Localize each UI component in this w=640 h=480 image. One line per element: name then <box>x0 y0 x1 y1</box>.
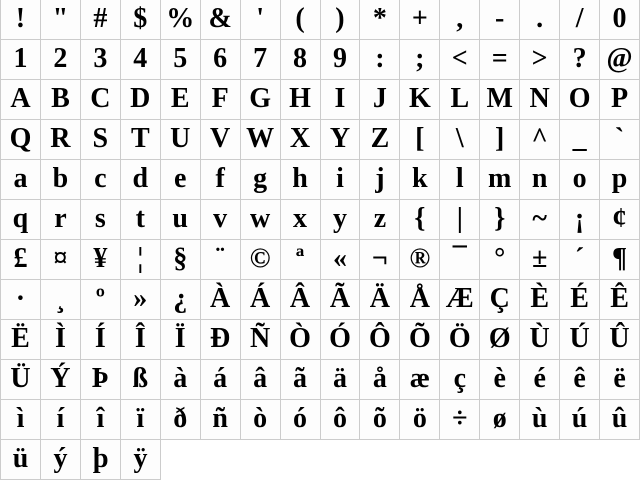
glyph-row <box>1 240 640 280</box>
glyph-cell[interactable]: 2 <box>41 40 81 80</box>
glyph-cell[interactable]: ¿ <box>161 280 201 320</box>
glyph-cell[interactable]: S <box>81 120 121 160</box>
glyph-cell[interactable]: f <box>201 160 241 200</box>
glyph-cell[interactable]: E <box>161 80 201 120</box>
glyph-cell[interactable]: í <box>41 400 81 440</box>
glyph-cell[interactable]: F <box>201 80 241 120</box>
glyph-cell[interactable]: e <box>161 160 201 200</box>
glyph-cell[interactable]: Î <box>121 320 161 360</box>
glyph-cell[interactable]: i <box>321 160 361 200</box>
glyph-cell[interactable]: j <box>360 160 400 200</box>
glyph-cell[interactable]: & <box>201 0 241 40</box>
glyph-cell[interactable]: ¶ <box>600 240 640 280</box>
glyph-cell[interactable]: ñ <box>201 400 241 440</box>
glyph-cell[interactable]: à <box>161 360 201 400</box>
glyph-cell[interactable]: [ <box>400 120 440 160</box>
glyph-cell[interactable]: A <box>1 80 41 120</box>
glyph-cell[interactable]: d <box>121 160 161 200</box>
glyph-cell[interactable]: } <box>480 200 520 240</box>
glyph-cell[interactable]: V <box>201 120 241 160</box>
glyph-cell[interactable]: y <box>321 200 361 240</box>
glyph-cell[interactable]: ä <box>321 360 361 400</box>
glyph-cell[interactable]: ë <box>600 360 640 400</box>
glyph-cell[interactable]: | <box>440 200 480 240</box>
glyph-cell[interactable]: p <box>600 160 640 200</box>
glyph-cell[interactable]: > <box>520 40 560 80</box>
glyph-cell[interactable]: / <box>560 0 600 40</box>
glyph-cell[interactable]: ã <box>281 360 321 400</box>
glyph-cell[interactable]: " <box>41 0 81 40</box>
glyph-cell[interactable]: I <box>321 80 361 120</box>
glyph-cell[interactable]: P <box>600 80 640 120</box>
glyph-cell[interactable]: _ <box>560 120 600 160</box>
glyph-cell[interactable]: Õ <box>400 320 440 360</box>
glyph-cell[interactable]: M <box>480 80 520 120</box>
glyph-cell[interactable]: # <box>81 0 121 40</box>
glyph-cell[interactable]: q <box>1 200 41 240</box>
glyph-cell[interactable]: ú <box>560 400 600 440</box>
glyph-cell[interactable]: Å <box>400 280 440 320</box>
glyph-cell[interactable]: b <box>41 160 81 200</box>
glyph-cell[interactable]: 1 <box>1 40 41 80</box>
glyph-cell[interactable]: T <box>121 120 161 160</box>
glyph-cell[interactable]: î <box>81 400 121 440</box>
glyph-cell[interactable]: @ <box>600 40 640 80</box>
glyph-cell[interactable]: £ <box>1 240 41 280</box>
glyph-cell[interactable]: å <box>360 360 400 400</box>
glyph-cell[interactable]: O <box>560 80 600 120</box>
glyph-cell[interactable]: ] <box>480 120 520 160</box>
glyph-cell[interactable]: Ç <box>480 280 520 320</box>
glyph-cell[interactable]: ó <box>281 400 321 440</box>
glyph-row <box>1 400 640 440</box>
glyph-cell[interactable]: { <box>400 200 440 240</box>
glyph-cell[interactable]: ® <box>400 240 440 280</box>
glyph-cell[interactable]: ! <box>1 0 41 40</box>
glyph-cell[interactable]: R <box>41 120 81 160</box>
glyph-cell[interactable]: ÿ <box>121 440 161 480</box>
glyph-cell[interactable]: Ï <box>161 320 201 360</box>
glyph-cell[interactable]: o <box>560 160 600 200</box>
glyph-cell[interactable]: J <box>360 80 400 120</box>
glyph-cell[interactable]: X <box>281 120 321 160</box>
glyph-cell[interactable]: ü <box>1 440 41 480</box>
glyph-cell[interactable]: È <box>520 280 560 320</box>
glyph-cell[interactable]: c <box>81 160 121 200</box>
glyph-cell[interactable]: Ú <box>560 320 600 360</box>
glyph-cell[interactable]: m <box>480 160 520 200</box>
glyph-cell[interactable]: ¸ <box>41 280 81 320</box>
glyph-cell[interactable]: è <box>480 360 520 400</box>
glyph-cell[interactable]: n <box>520 160 560 200</box>
glyph-cell[interactable]: ö <box>400 400 440 440</box>
glyph-cell[interactable]: Ý <box>41 360 81 400</box>
glyph-cell[interactable]: õ <box>360 400 400 440</box>
glyph-row <box>1 160 640 200</box>
glyph-cell[interactable]: ÷ <box>440 400 480 440</box>
glyph-cell[interactable]: 5 <box>161 40 201 80</box>
glyph-cell[interactable]: g <box>241 160 281 200</box>
glyph-cell[interactable]: þ <box>81 440 121 480</box>
glyph-cell[interactable]: $ <box>121 0 161 40</box>
glyph-cell[interactable]: Ü <box>1 360 41 400</box>
glyph-cell[interactable]: À <box>201 280 241 320</box>
glyph-cell[interactable]: Ô <box>360 320 400 360</box>
glyph-cell[interactable]: ^ <box>520 120 560 160</box>
glyph-cell[interactable]: < <box>440 40 480 80</box>
glyph-cell[interactable]: 0 <box>600 0 640 40</box>
glyph-cell[interactable]: l <box>440 160 480 200</box>
glyph-cell[interactable]: « <box>321 240 361 280</box>
glyph-cell[interactable]: æ <box>400 360 440 400</box>
glyph-cell[interactable]: Ì <box>41 320 81 360</box>
glyph-cell[interactable]: Æ <box>440 280 480 320</box>
glyph-cell[interactable]: C <box>81 80 121 120</box>
glyph-cell[interactable]: % <box>161 0 201 40</box>
glyph-cell[interactable]: L <box>440 80 480 120</box>
glyph-cell[interactable]: Â <box>281 280 321 320</box>
glyph-row <box>1 200 640 240</box>
glyph-cell[interactable]: 6 <box>201 40 241 80</box>
glyph-cell[interactable]: Ê <box>600 280 640 320</box>
glyph-cell[interactable]: 3 <box>81 40 121 80</box>
glyph-cell[interactable]: ï <box>121 400 161 440</box>
glyph-cell[interactable]: K <box>400 80 440 120</box>
glyph-cell[interactable]: ê <box>560 360 600 400</box>
glyph-cell[interactable]: ß <box>121 360 161 400</box>
glyph-cell[interactable]: ´ <box>560 240 600 280</box>
glyph-cell[interactable]: ¦ <box>121 240 161 280</box>
glyph-cell[interactable]: º <box>81 280 121 320</box>
glyph-cell[interactable]: ` <box>600 120 640 160</box>
glyph-cell[interactable]: B <box>41 80 81 120</box>
glyph-cell[interactable]: U <box>161 120 201 160</box>
glyph-cell[interactable]: Ò <box>281 320 321 360</box>
glyph-cell[interactable]: ª <box>281 240 321 280</box>
glyph-cell[interactable]: · <box>1 280 41 320</box>
glyph-cell[interactable]: Þ <box>81 360 121 400</box>
glyph-cell[interactable]: , <box>440 0 480 40</box>
glyph-cell[interactable]: Ø <box>480 320 520 360</box>
glyph-cell[interactable]: Û <box>600 320 640 360</box>
glyph-cell[interactable]: Ã <box>321 280 361 320</box>
glyph-cell[interactable]: a <box>1 160 41 200</box>
glyph-cell[interactable]: G <box>241 80 281 120</box>
glyph-row <box>1 120 640 160</box>
glyph-cell[interactable]: h <box>281 160 321 200</box>
glyph-cell[interactable]: s <box>81 200 121 240</box>
glyph-cell[interactable]: 7 <box>241 40 281 80</box>
glyph-cell[interactable]: Ö <box>440 320 480 360</box>
glyph-cell[interactable]: + <box>400 0 440 40</box>
glyph-row <box>1 40 640 80</box>
glyph-cell[interactable]: ì <box>1 400 41 440</box>
glyph-cell[interactable]: » <box>121 280 161 320</box>
glyph-cell[interactable]: H <box>281 80 321 120</box>
glyph-cell[interactable]: ¢ <box>600 200 640 240</box>
glyph-cell[interactable]: ¥ <box>81 240 121 280</box>
glyph-cell[interactable]: Ð <box>201 320 241 360</box>
glyph-cell[interactable]: ø <box>480 400 520 440</box>
glyph-cell[interactable]: N <box>520 80 560 120</box>
glyph-cell[interactable]: ) <box>321 0 361 40</box>
glyph-cell[interactable]: W <box>241 120 281 160</box>
glyph-cell[interactable]: ¬ <box>360 240 400 280</box>
glyph-cell[interactable]: 9 <box>321 40 361 80</box>
glyph-cell[interactable]: ~ <box>520 200 560 240</box>
glyph-row <box>1 360 640 400</box>
glyph-cell[interactable]: 4 <box>121 40 161 80</box>
glyph-cell[interactable]: § <box>161 240 201 280</box>
glyph-cell[interactable]: = <box>480 40 520 80</box>
glyph-cell[interactable]: D <box>121 80 161 120</box>
glyph-cell[interactable]: Ñ <box>241 320 281 360</box>
glyph-cell[interactable]: ù <box>520 400 560 440</box>
glyph-cell[interactable]: x <box>281 200 321 240</box>
glyph-cell[interactable]: z <box>360 200 400 240</box>
glyph-row <box>1 0 640 40</box>
glyph-cell[interactable]: Z <box>360 120 400 160</box>
glyph-cell[interactable]: : <box>360 40 400 80</box>
glyph-row <box>1 80 640 120</box>
glyph-cell[interactable]: u <box>161 200 201 240</box>
glyph-cell[interactable]: Ä <box>360 280 400 320</box>
glyph-cell[interactable]: w <box>241 200 281 240</box>
glyph-cell[interactable]: Á <box>241 280 281 320</box>
glyph-cell[interactable]: k <box>400 160 440 200</box>
glyph-cell[interactable]: ð <box>161 400 201 440</box>
glyph-row <box>1 280 640 320</box>
glyph-cell[interactable]: t <box>121 200 161 240</box>
glyph-cell[interactable]: ç <box>440 360 480 400</box>
glyph-cell[interactable]: \ <box>440 120 480 160</box>
glyph-cell[interactable]: â <box>241 360 281 400</box>
glyph-cell[interactable]: ° <box>480 240 520 280</box>
glyph-cell[interactable]: ¨ <box>201 240 241 280</box>
glyph-cell[interactable]: Ó <box>321 320 361 360</box>
glyph-cell[interactable]: Y <box>321 120 361 160</box>
glyph-row <box>1 440 640 480</box>
glyph-cell[interactable]: é <box>520 360 560 400</box>
glyph-cell[interactable]: ¯ <box>440 240 480 280</box>
glyph-cell[interactable]: Q <box>1 120 41 160</box>
glyph-cell[interactable]: 8 <box>281 40 321 80</box>
glyph-cell[interactable]: . <box>520 0 560 40</box>
glyph-cell[interactable]: É <box>560 280 600 320</box>
glyph-cell[interactable]: ( <box>281 0 321 40</box>
glyph-cell[interactable]: ¡ <box>560 200 600 240</box>
glyph-cell[interactable]: á <box>201 360 241 400</box>
glyph-cell[interactable]: ò <box>241 400 281 440</box>
glyph-cell[interactable]: ô <box>321 400 361 440</box>
glyph-cell[interactable]: v <box>201 200 241 240</box>
glyph-cell[interactable]: Ë <box>1 320 41 360</box>
glyph-cell[interactable]: r <box>41 200 81 240</box>
glyph-cell[interactable]: û <box>600 400 640 440</box>
glyph-cell[interactable]: ; <box>400 40 440 80</box>
glyph-cell[interactable]: ± <box>520 240 560 280</box>
glyph-cell[interactable]: - <box>480 0 520 40</box>
glyph-cell[interactable]: © <box>241 240 281 280</box>
glyph-cell[interactable]: Ù <box>520 320 560 360</box>
glyph-cell[interactable]: ý <box>41 440 81 480</box>
glyph-cell[interactable]: ' <box>241 0 281 40</box>
glyph-cell[interactable]: ? <box>560 40 600 80</box>
glyph-row <box>1 320 640 360</box>
glyph-cell[interactable]: Í <box>81 320 121 360</box>
glyph-cell[interactable]: * <box>360 0 400 40</box>
glyph-cell[interactable]: ¤ <box>41 240 81 280</box>
